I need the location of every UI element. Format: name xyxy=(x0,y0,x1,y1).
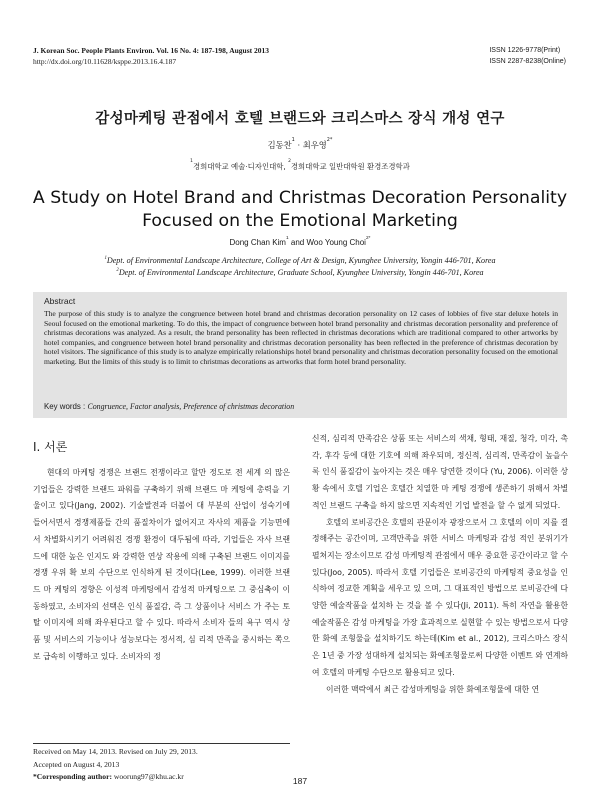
text-line: 와 강력한 연상 작용에 의해 구축된 브랜드 이미지를 경쟁 우위 확 xyxy=(33,551,290,578)
text-line: 보의 수단으로 인식하게 된 것이다(Lee, 1999). 이러한 브랜드 마 xyxy=(33,568,290,594)
author-2-ko-mark: 2* xyxy=(326,137,333,143)
section-heading: Ⅰ. 서론 xyxy=(33,440,68,454)
text-line: 으며, 그 대표적인 방법으로 로비공간에 다양한 예술작품을 설치하 xyxy=(312,584,568,611)
paragraph xyxy=(312,431,568,515)
footnote-divider xyxy=(33,743,290,744)
text-line: 지속적인 기업 발전을 할 수 없게 되었다. xyxy=(422,500,561,510)
aff-1-en-line xyxy=(0,255,600,267)
text-line: 이동하였고, 소비자의 선택은 인식 품질감, 즉 그 상품이나 서비스 xyxy=(33,584,290,611)
text-line: 미각, 촉각, 후각 등에 대한 기호에 의해 좌우되며, 정신적, 심리적, xyxy=(312,434,568,460)
text-line: 케팅의 경향은 이성적 마케팅에서 감성적 마케팅으로 그 중심축이 xyxy=(54,584,280,594)
korean-title: 감성마케팅 관점에서 호텔 브랜드와 크리스마스 장식 개성 연구 xyxy=(95,111,505,127)
author-2-ko: 최우영 xyxy=(302,140,327,150)
text-line: 중요한 공간이라고 할 수 있다(Joo, 2005). 따라서 호텔 기업들은 xyxy=(312,550,568,577)
text-line: 없어지고 자사의 제품을 기능면에서 차별화시키기 어려워진 경쟁 xyxy=(33,518,290,544)
aff-1-ko: 경희대학교 예술·디자인대학, xyxy=(192,162,286,171)
text-line: 케팅에 총력을 기울이고 있다(Jang, 2002). 기술발전과 더불어 대 xyxy=(33,484,290,511)
english-authors xyxy=(0,238,600,247)
author-1-en: Dong Chan Kim xyxy=(229,238,286,247)
corresponding-email[interactable]: woorung97@khu.ac.kr xyxy=(113,772,184,782)
corresponding-label: *Corresponding author: xyxy=(33,772,112,782)
page-number: 187 xyxy=(292,776,308,786)
text-line: 가 주는 토탈 이미지에 의해 좌우된다고 할 수 있다. 따라서 소비자 xyxy=(33,601,291,628)
text-line: 케팅 경쟁에 생존하기 위해서 차별적인 브랜드 구축을 하지 않으면 xyxy=(312,484,568,510)
text-line: 는 것을 볼 수 있다(Ji, 2011). 특히 자연을 활용한 예술작품은 감성 xyxy=(312,601,569,627)
text-line: 리적 만족을 중시하는 쪽으로 급속히 이행하고 있다. 소비자의 정 xyxy=(33,635,290,661)
korean-affiliations xyxy=(0,161,600,172)
text-line: 환경이 대두됨에 따라, 기업들은 자사 브랜드에 대한 높은 인지도 xyxy=(33,534,290,561)
received-date: Received on May 14, 2013. Revised on July 29, 2013. xyxy=(33,747,198,756)
right-column xyxy=(312,431,568,698)
aff-2-en-mark: 2 xyxy=(116,267,119,273)
aff-1-en: Dept. of Environmental Landscape Architecture, College of Art & Design, Kyunghee University, Yongin 446-701, Korea xyxy=(106,256,496,265)
author-1-ko-mark: 1 xyxy=(291,137,295,143)
english-title: A Study on Hotel Brand and Christmas Decoration Personality Focused on the Emotional Marketing xyxy=(32,188,568,231)
keywords-values: Congruence, Factor analysis, Preference of christmas decoration xyxy=(87,402,295,411)
text-line: 호텔의 로비공간은 호텔의 관문이자 광장으로서 그 호텔의 이미 xyxy=(326,517,541,527)
keywords-label: Key words : xyxy=(44,402,86,411)
text-line: 은 1년 중 가장 성대하게 설치되는 화예조형물로써 다양한 이벤트 xyxy=(312,651,533,661)
journal-citation: J. Korean Soc. People Plants Environ. Vol. 16 No. 4: 187-198, August 2013 xyxy=(33,46,269,55)
text-line: 이러한 맥락에서 최근 감성마케팅을 위한 화예조형물에 대한 연 xyxy=(326,684,540,694)
running-header-left xyxy=(33,45,269,67)
text-line: (Yu, 2006). 이러한 상황 속에서 호텔 기업은 호텔간 치열한 마 xyxy=(312,467,568,494)
author-1-en-mark: 1 xyxy=(285,236,289,241)
running-header-right xyxy=(489,45,566,67)
doi-link[interactable]: http://dx.doi.org/10.11628/ksppe.2013.16.4.187 xyxy=(33,57,177,66)
left-column xyxy=(33,465,290,665)
author-separator: · xyxy=(297,140,301,150)
aff-2-en-line xyxy=(0,267,600,279)
aff-1-ko-mark: 1 xyxy=(190,159,193,164)
author-2-en: Woo Young Choi xyxy=(306,238,366,247)
text-line: 와 연계하여 호텔의 마케팅 수단으로 활용되고 있다. xyxy=(312,651,568,677)
aff-2-ko: 경희대학교 일반대학원 환경조경학과 xyxy=(290,162,410,171)
abstract-heading: Abstract xyxy=(44,296,76,306)
text-line: 들의 욕구 역시 상품 및 서비스의 기능이나 성능보다는 정서적, 심 xyxy=(33,618,290,645)
text-line: 신적, 심리적 만족감은 상품 또는 서비스의 색채, 형태, 재질, 청각, xyxy=(312,434,538,443)
text-line: 마케팅을 가장 효과적으로 실현할 수 있는 방법으로서 다양한 화예 xyxy=(312,617,569,644)
aff-2-ko-mark: 2 xyxy=(288,159,291,164)
text-line: 적인 분위기가 펼쳐지는 장소이므로 감성 마케팅적 관점에서 매우 xyxy=(312,534,569,560)
text-line: 로비공간의 마케팅적 중요성을 인식하여 정교한 계획을 세우고 있 xyxy=(312,567,568,594)
abstract-body: The purpose of this study is to analyze the congruence between hotel brand and christmas decoration personality on 12 cases of lobbies of five star deluxe hotels in Seoul focused on the emotional marketing. To do this, the impact of congruence between hotel brand personality and christmas decoration personality and preference of christmas decorations was analyzed. As a result, the brand personality has been reflected in christmas decorations which are traditional compared to other artworks by hotel companies, and congruence between hotel brand personality and christmas decoration personality has been reflected in the preference of christmas decoration by hotel visitors. The significance of this study is to analyze empirically relationships hotel brand personality and christmas decoration personality focused on the emotional marketing. But the limits of this study is to limit to christmas decorations as artworks that form hotel brand personality. xyxy=(44,309,558,366)
keywords xyxy=(44,402,294,411)
aff-2-en: Dept. of Environmental Landscape Architecture, Graduate School, Kyunghee University, Yongin 446-701, Korea xyxy=(118,267,484,277)
paragraph xyxy=(33,465,290,665)
korean-authors xyxy=(0,139,600,151)
author-1-ko: 김동찬 xyxy=(267,140,292,150)
text-line: 현대의 마케팅 경쟁은 브랜드 전쟁이라고 할만 정도로 전 세계 xyxy=(47,468,261,477)
issn-print: ISSN 1226-9778(Print) xyxy=(489,47,561,54)
aff-1-en-mark: 1 xyxy=(104,256,107,261)
text-line: 부분의 산업이 성숙기에 들어서면서 경쟁제품들 간의 품질차이가 xyxy=(33,501,290,528)
author-2-en-mark: 2* xyxy=(365,236,371,241)
issn-online: ISSN 2287-8238(Online) xyxy=(489,58,566,65)
text-line: 의 많은 기업들은 강력한 브랜드 파워를 구축하기 위해 브랜드 마 xyxy=(33,468,291,494)
paragraph xyxy=(312,515,568,682)
author-conjunction: and xyxy=(290,238,305,247)
accepted-date: Accepted on August 4, 2013 xyxy=(33,759,120,769)
paragraph xyxy=(312,682,568,699)
english-affiliations xyxy=(0,255,600,278)
text-line: 조형물을 설치하기도 하는데(Kim et al., 2012), 크리스마스 장식 xyxy=(340,634,568,644)
text-line: 만족감이 높을수록 인식 품질감이 높아지는 것은 매우 당연한 것이다 xyxy=(312,450,568,477)
text-line: 지를 결정해주는 공간이며, 고객만족을 위한 서비스 마케팅과 감성 xyxy=(312,517,568,544)
